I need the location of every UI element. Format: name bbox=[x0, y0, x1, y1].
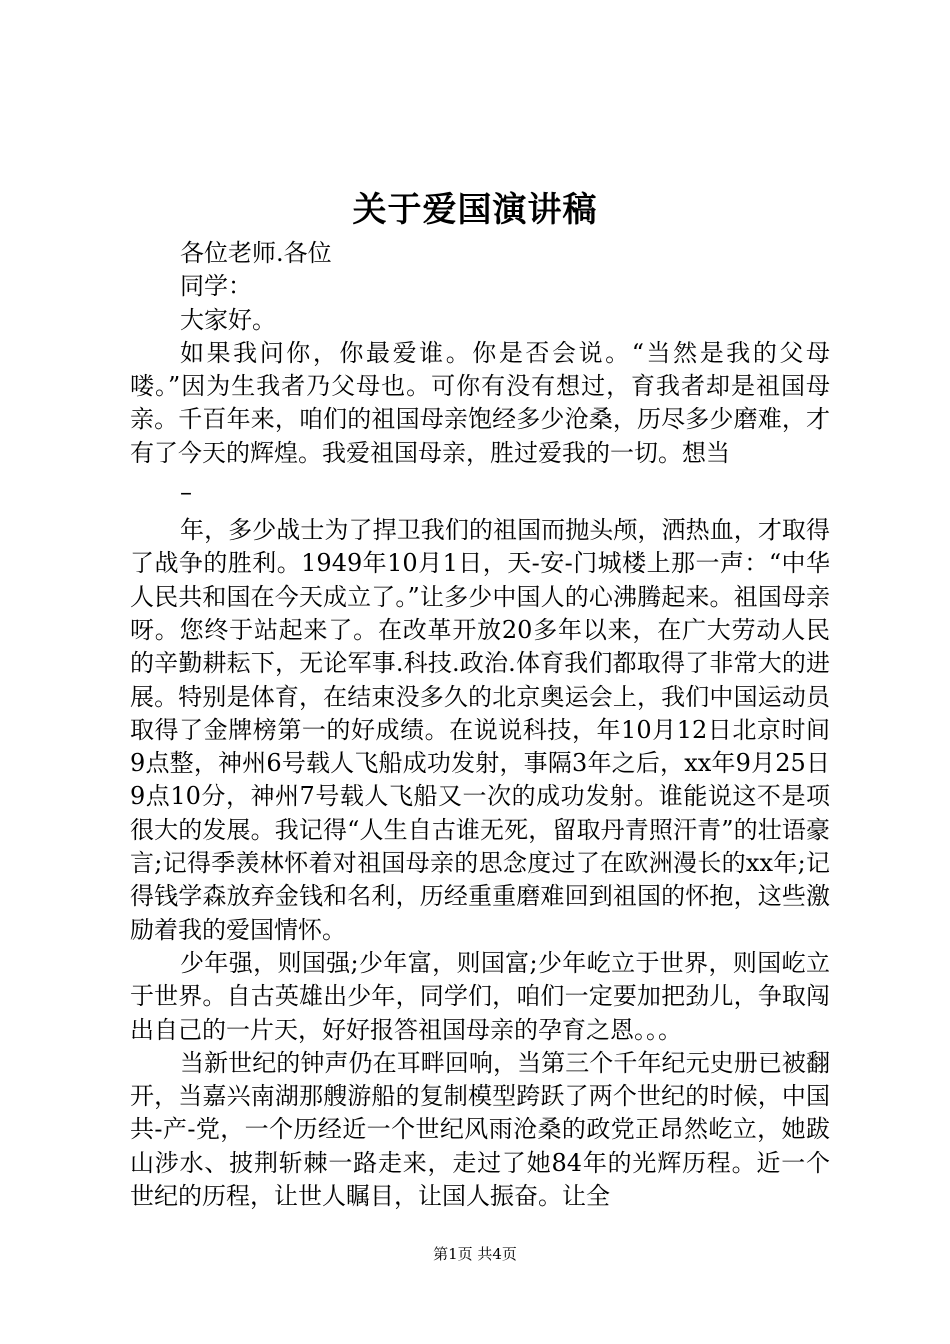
greeting-line-3: 大家好。 bbox=[180, 305, 276, 334]
paragraph-1: 如果我问你，你最爱谁。你是否会说。“当然是我的父母喽。”因为生我者乃父母也。可你有没有想过，育我者却是祖国母亲。千百年来，咱们的祖国母亲饱经多少沧桑，历尽多少磨难，才有了今天的辉煌。我爱祖国母亲，胜过爱我的一切。想当 bbox=[130, 338, 830, 467]
greeting-line-1: 各位老师.各位 bbox=[180, 239, 332, 267]
dash-separator: – bbox=[180, 478, 192, 507]
page-footer: 第1页 共4页 bbox=[433, 1245, 517, 1263]
paragraph-3: 少年强，则国强;少年富，则国富;少年屹立于世界，则国屹立于世界。自古英雄出少年，同学们，咱们一定要加把劲儿，争取闯出自己的一片天，好好报答祖国母亲的孕育之恩。。。 bbox=[130, 948, 830, 1044]
paragraph-4: 当新世纪的钟声仍在耳畔回响，当第三个千年纪元史册已被翻开，当嘉兴南湖那艘游船的复制模型跨跃了两个世纪的时候，中国共-产-党，一个历经近一个世纪风雨沧桑的政党正昂然屹立，她跋山涉水、披荆斩棘一路走来，走过了她84年的光辉历程。近一个世纪的历程，让世人瞩目，让国人振奋。让全 bbox=[130, 1048, 830, 1211]
document-title: 关于爱国演讲稿 bbox=[352, 190, 598, 230]
greeting-line-2: 同学： bbox=[180, 272, 252, 301]
paragraph-2: 年，多少战士为了捍卫我们的祖国而抛头颅，洒热血，才取得了战争的胜利。1949年10月1日，天-安-门城楼上那一声：“中华人民共和国在今天成立了。”让多少中国人的心沸腾起来。祖国母亲呀。您终于站起来了。在改革开放20多年以来，在广大劳动人民的辛勤耕耘下，无论军事.科技.政治.体育我们都取得了非常大的进展。特别是体育，在结束没多久的北京奥运会上，我们中国运动员取得了金牌榜第一的好成绩。在说说科技，年10月12日北京时间9点整，神州6号载人飞船成功发射，事隔3年之后，xx年9月25日9点10分，神州7号载人飞船又一次的成功发射。谁能说这不是项很大的发展。我记得“人生自古谁无死，留取丹青照汗青”的壮语豪言;记得季羡林怀着对祖国母亲的思念度过了在欧洲漫长的xx年;记得钱学森放弃金钱和名利，历经重重磨难回到祖国的怀抱，这些激励着我的爱国情怀。 bbox=[130, 516, 830, 944]
document-body bbox=[130, 237, 830, 1213]
